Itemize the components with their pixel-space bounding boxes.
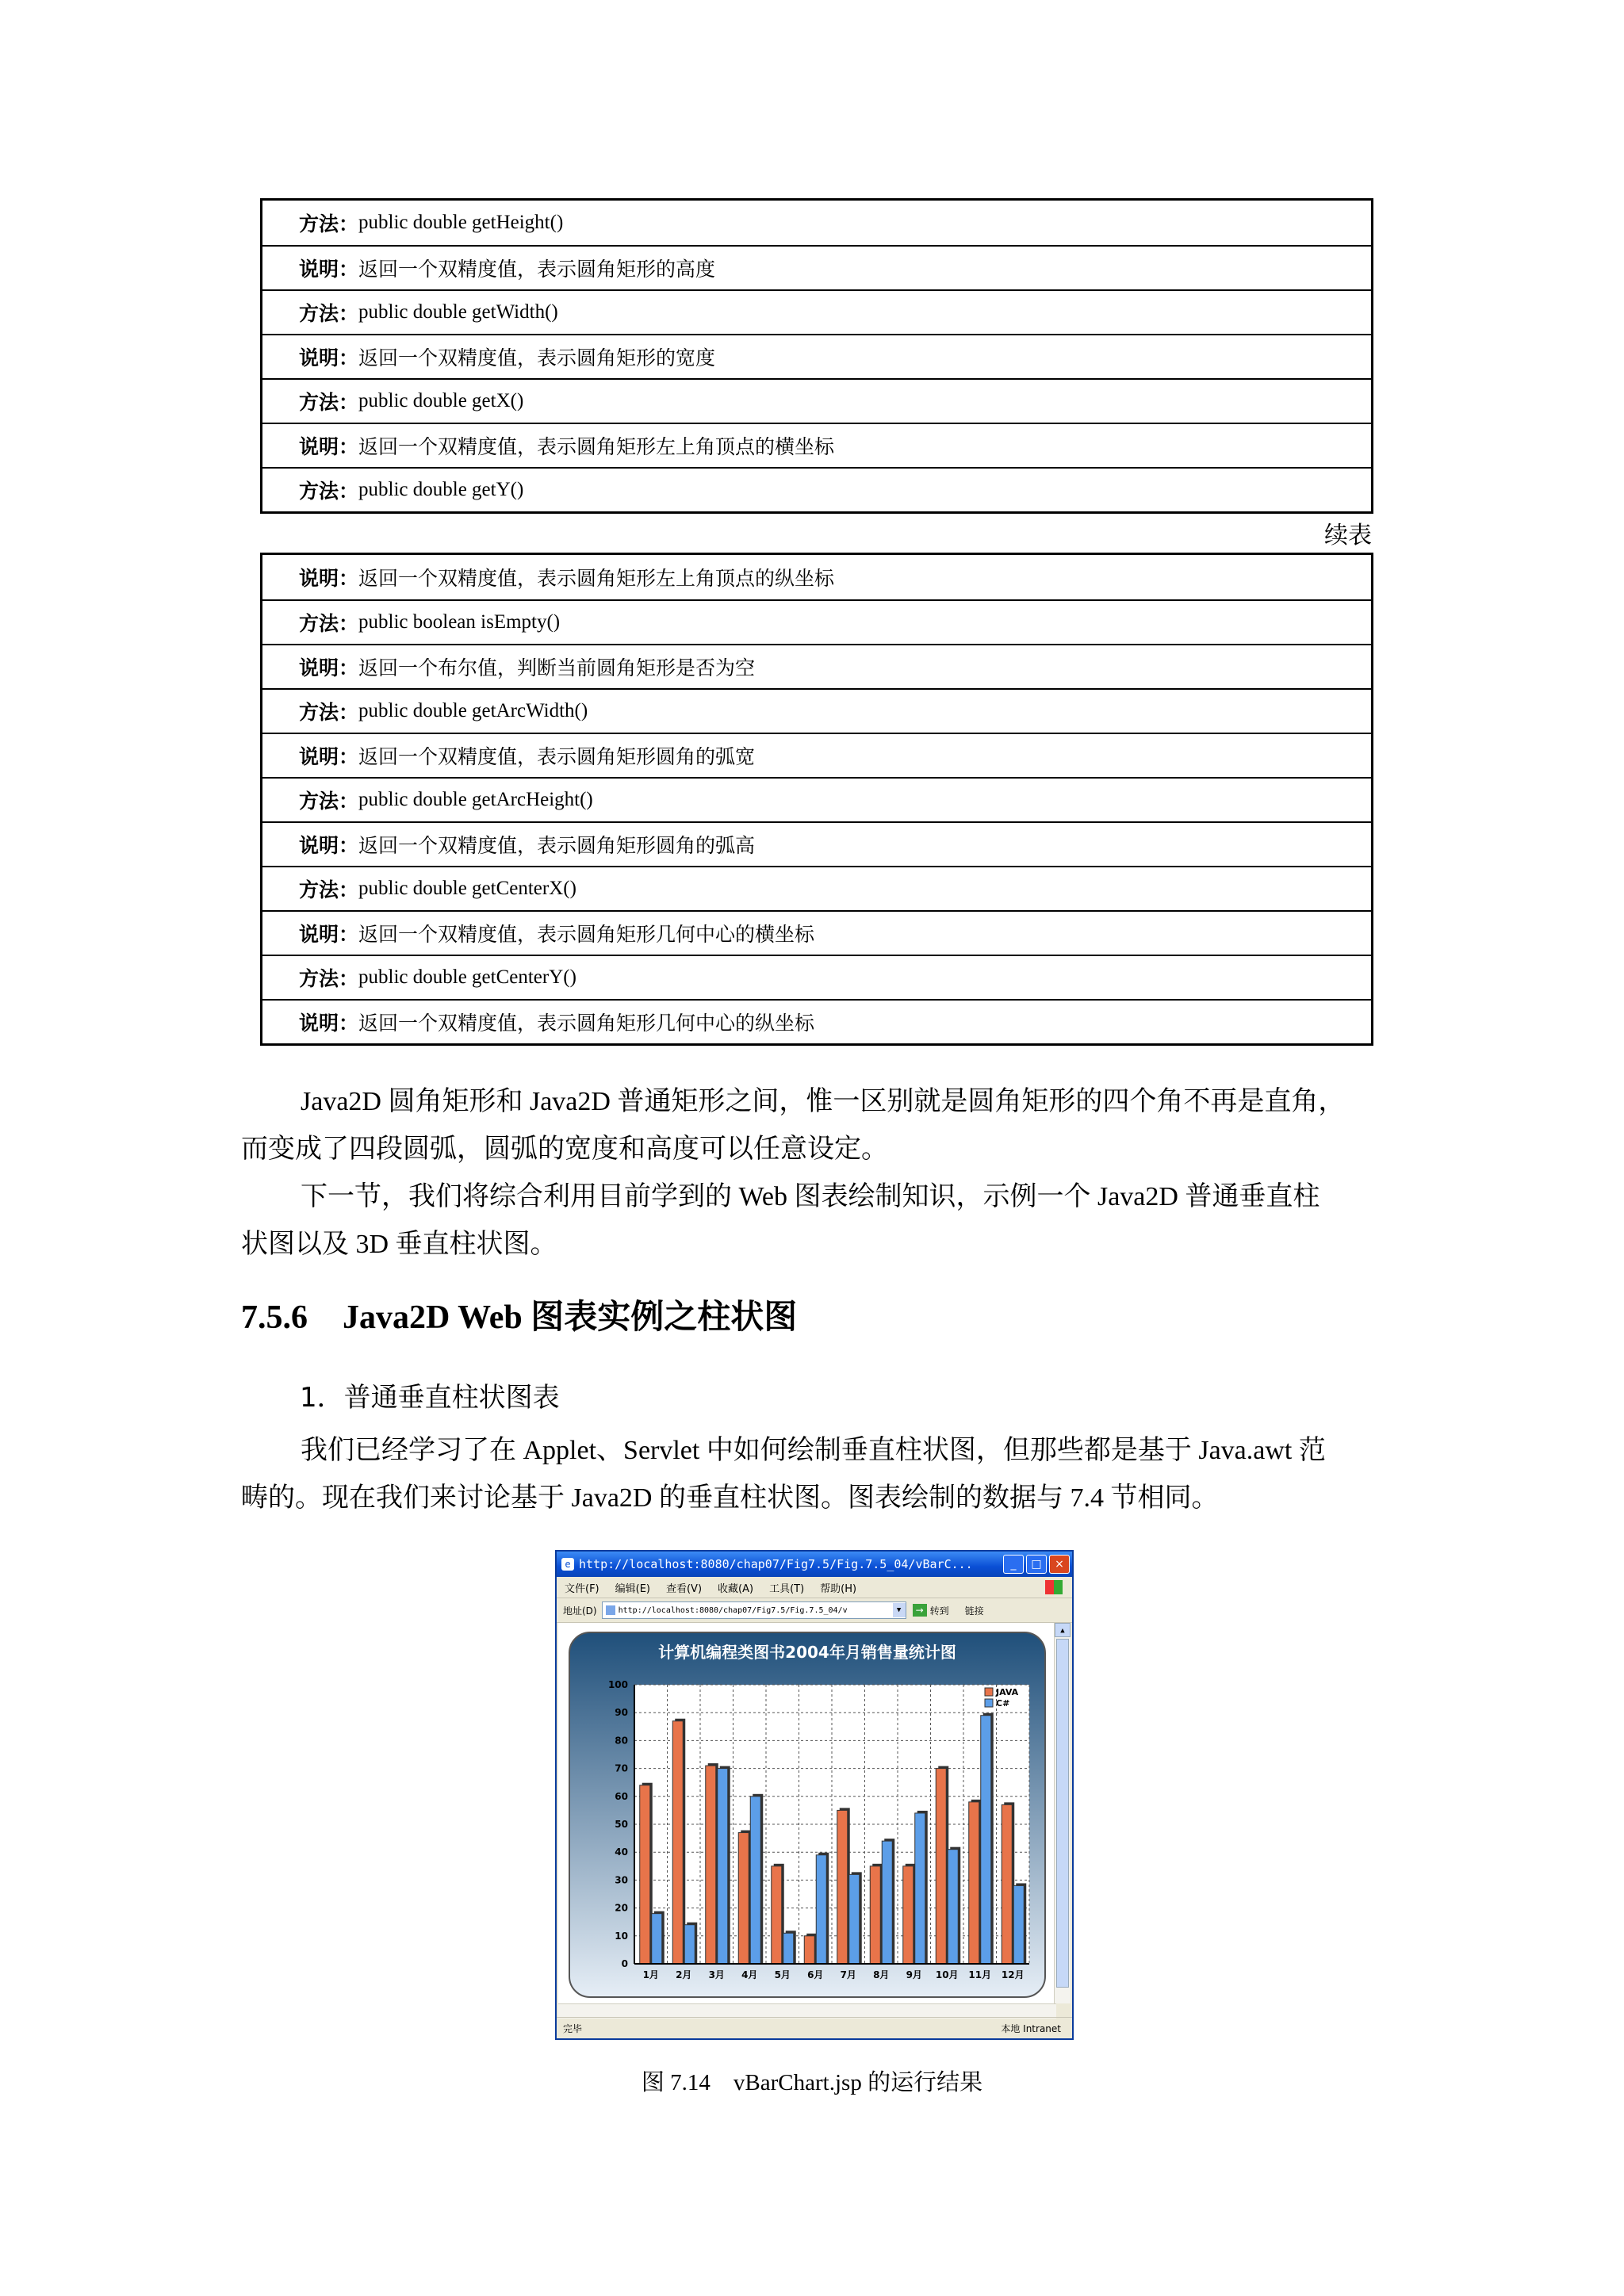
method-table-part1 [260, 198, 1373, 514]
y-tick-label: 0 [621, 1958, 628, 1969]
table-row [262, 777, 1371, 821]
bar-csharp [849, 1874, 860, 1964]
menu-file[interactable]: 文件(F) [565, 1582, 599, 1595]
paragraph-rounded-rect [241, 1078, 1399, 1173]
row-label: 说明： [299, 346, 359, 369]
x-tick-label: 3月 [708, 1969, 725, 1980]
row-label: 方法： [299, 480, 359, 503]
bar-java [772, 1866, 782, 1964]
legend-swatch [985, 1699, 993, 1707]
section-heading [241, 1291, 797, 1338]
address-bar [557, 1598, 1072, 1623]
chart-title: 计算机编程类图书2004年月销售量统计图 [658, 1643, 956, 1662]
address-text: http://localhost:8080/chap07/Fig7.5/Fig.7.5_04/v [618, 1605, 848, 1615]
paragraph-java2d-bar [241, 1427, 1399, 1522]
zone-text: 本地 Intranet [1001, 2022, 1061, 2034]
section-title: Java2D Web 图表实例之柱状图 [343, 1299, 798, 1336]
bar-java [969, 1802, 979, 1964]
method-description: 返回一个双精度值，表示圆角矩形的宽度 [358, 346, 716, 369]
bar-csharp [684, 1925, 695, 1964]
vertical-scrollbar[interactable] [1054, 1623, 1071, 2003]
status-text: 完毕 [563, 2022, 583, 2034]
row-label: 说明： [299, 1012, 359, 1035]
paragraph-next-section [241, 1173, 1399, 1269]
page-content [558, 1623, 1056, 2003]
paragraph-line: Java2D 圆角矩形和 Java2D 普通矩形之间，惟一区别就是圆角矩形的四个角不再是直角， [301, 1087, 1346, 1116]
y-tick-label: 90 [615, 1707, 628, 1719]
method-signature: public double getHeight() [358, 212, 564, 233]
x-tick-label: 10月 [935, 1969, 959, 1980]
go-label: 转到 [929, 1605, 949, 1617]
method-description: 返回一个双精度值，表示圆角矩形的高度 [358, 258, 716, 281]
bar-csharp [915, 1813, 925, 1964]
x-tick-label: 2月 [676, 1969, 692, 1980]
menu-edit[interactable]: 编辑(E) [615, 1582, 650, 1595]
method-description: 返回一个布尔值，判断当前圆角矩形是否为空 [358, 656, 756, 679]
table-row [262, 289, 1371, 334]
y-tick-label: 100 [607, 1679, 628, 1690]
row-label: 方法： [299, 212, 359, 235]
row-label: 方法： [299, 701, 359, 724]
bar-csharp [1013, 1885, 1024, 1964]
method-description: 返回一个双精度值，表示圆角矩形左上角顶点的纵坐标 [358, 567, 835, 590]
bar-java [936, 1769, 946, 1964]
x-tick-label: 1月 [642, 1969, 659, 1980]
method-description: 返回一个双精度值，表示圆角矩形几何中心的横坐标 [358, 923, 815, 946]
method-signature: public double getX() [358, 390, 524, 411]
row-label: 说明： [299, 923, 359, 946]
row-label: 方法： [299, 967, 359, 990]
method-table-part2 [260, 553, 1373, 1046]
go-arrow-icon: → [913, 1604, 927, 1617]
method-signature: public double getArcWidth() [358, 700, 588, 721]
figure-caption: 图 7.14 vBarChart.jsp 的运行结果 [641, 2070, 983, 2095]
method-signature: public double getY() [358, 479, 524, 500]
method-description: 返回一个双精度值，表示圆角矩形几何中心的纵坐标 [358, 1012, 815, 1035]
windows-logo-icon [1045, 1580, 1063, 1594]
menu-help[interactable]: 帮助(H) [820, 1582, 857, 1595]
legend-swatch [985, 1688, 993, 1696]
method-signature: public double getArcHeight() [358, 789, 593, 810]
table-row [262, 467, 1371, 511]
paragraph-line: 畴的。现在我们来讨论基于 Java2D 的垂直柱状图。图表绘制的数据与 7.4 节相同。 [241, 1483, 1219, 1513]
bar-csharp [882, 1841, 892, 1964]
address-label: 地址(D) [563, 1605, 597, 1617]
section-number: 7.5.6 [241, 1299, 308, 1336]
menu-tools[interactable]: 工具(T) [769, 1582, 805, 1595]
y-tick-label: 50 [615, 1819, 628, 1830]
table-row [262, 910, 1371, 955]
table-row [262, 599, 1371, 644]
table-row [262, 555, 1371, 599]
row-label: 说明： [299, 745, 359, 768]
maximize-icon[interactable]: □ [1026, 1555, 1047, 1574]
bar-chart [558, 1623, 1056, 2003]
row-label: 方法： [299, 878, 359, 901]
y-tick-label: 70 [615, 1762, 628, 1774]
table-row [262, 644, 1371, 688]
browser-title: http://localhost:8080/chap07/Fig7.5/Fig.7.5_04/vBarC... [579, 1557, 973, 1571]
table-row [262, 866, 1371, 910]
bar-java [903, 1866, 914, 1964]
bar-java [1002, 1804, 1012, 1964]
bar-java [672, 1721, 683, 1964]
row-label: 说明： [299, 834, 359, 857]
x-tick-label: 11月 [968, 1969, 992, 1980]
status-bar [557, 2017, 1072, 2038]
row-label: 方法： [299, 790, 359, 813]
menu-view[interactable]: 查看(V) [665, 1582, 703, 1595]
legend-label: C# [996, 1698, 1010, 1709]
bar-csharp [718, 1769, 728, 1964]
legend-label: JAVA [996, 1687, 1019, 1697]
y-tick-label: 10 [615, 1930, 628, 1942]
paragraph-line: 而变成了四段圆弧，圆弧的宽度和高度可以任意设定。 [241, 1135, 888, 1164]
table-row [262, 245, 1371, 289]
minimize-icon[interactable]: _ [1003, 1555, 1024, 1574]
y-tick-label: 40 [615, 1846, 628, 1858]
row-label: 说明： [299, 656, 359, 679]
address-input[interactable] [602, 1601, 906, 1619]
menu-favorites[interactable]: 收藏(A) [718, 1582, 754, 1595]
table-row [262, 955, 1371, 999]
paragraph-line: 下一节，我们将综合利用目前学到的 Web 图表绘制知识，示例一个 Java2D 普通垂直柱 [301, 1182, 1320, 1211]
table-row [262, 334, 1371, 378]
method-signature: public double getCenterX() [358, 878, 576, 899]
paragraph-line: 状图以及 3D 垂直柱状图。 [241, 1230, 557, 1259]
table-row [262, 999, 1371, 1043]
menu-bar [557, 1577, 1072, 1598]
row-label: 说明： [299, 435, 359, 458]
table-row [262, 378, 1371, 423]
method-signature: public double getCenterY() [358, 966, 576, 988]
scroll-thumb[interactable] [1056, 1639, 1069, 1988]
bar-csharp [783, 1933, 794, 1964]
x-tick-label: 9月 [906, 1969, 922, 1980]
method-signature: public double getWidth() [358, 301, 558, 323]
bar-csharp [948, 1850, 958, 1964]
table-row [262, 821, 1371, 866]
table-row [262, 733, 1371, 777]
bar-java [640, 1785, 650, 1964]
row-label: 说明： [299, 567, 359, 590]
bar-java [706, 1766, 716, 1964]
y-tick-label: 80 [615, 1735, 628, 1747]
close-icon[interactable]: × [1049, 1555, 1070, 1574]
x-tick-label: 12月 [1001, 1969, 1025, 1980]
x-tick-label: 7月 [840, 1969, 856, 1980]
paragraph-line: 我们已经学习了在 Applet、Servlet 中如何绘制垂直柱状图，但那些都是基于 Java.awt 范 [301, 1436, 1326, 1465]
continued-table-label: 续表 [1324, 522, 1372, 549]
bar-csharp [652, 1914, 662, 1964]
browser-titlebar[interactable] [557, 1552, 1072, 1577]
bar-java [837, 1810, 848, 1964]
bar-csharp [981, 1716, 991, 1964]
method-description: 返回一个双精度值，表示圆角矩形圆角的弧高 [358, 834, 756, 857]
bar-java [738, 1833, 749, 1964]
row-label: 说明： [299, 258, 359, 281]
go-button[interactable] [913, 1604, 949, 1617]
browser-window [555, 1550, 1074, 2040]
x-tick-label: 5月 [774, 1969, 791, 1980]
bar-java [870, 1866, 880, 1964]
x-tick-label: 8月 [873, 1969, 890, 1980]
bar-csharp [816, 1855, 826, 1964]
scroll-up-icon[interactable]: ▲ [1055, 1623, 1071, 1637]
method-description: 返回一个双精度值，表示圆角矩形圆角的弧宽 [358, 745, 756, 768]
row-label: 方法： [299, 302, 359, 325]
subsection-heading: 1．普通垂直柱状图表 [300, 1382, 560, 1414]
chevron-down-icon[interactable]: ▼ [893, 1603, 906, 1617]
y-tick-label: 30 [615, 1874, 628, 1886]
table-row [262, 423, 1371, 467]
ie-icon: e [561, 1558, 574, 1571]
method-signature: public boolean isEmpty() [358, 611, 561, 633]
bar-csharp [750, 1797, 760, 1964]
y-tick-label: 60 [615, 1790, 628, 1802]
bar-java [804, 1936, 814, 1964]
page-icon [606, 1605, 615, 1615]
row-label: 方法： [299, 612, 359, 635]
y-tick-label: 20 [615, 1902, 628, 1914]
links-button[interactable]: 链接 [964, 1605, 984, 1617]
row-label: 方法： [299, 391, 359, 414]
table-row [262, 201, 1371, 245]
x-tick-label: 4月 [741, 1969, 758, 1980]
x-tick-label: 6月 [807, 1969, 824, 1980]
method-description: 返回一个双精度值，表示圆角矩形左上角顶点的横坐标 [358, 435, 835, 458]
table-row [262, 688, 1371, 733]
